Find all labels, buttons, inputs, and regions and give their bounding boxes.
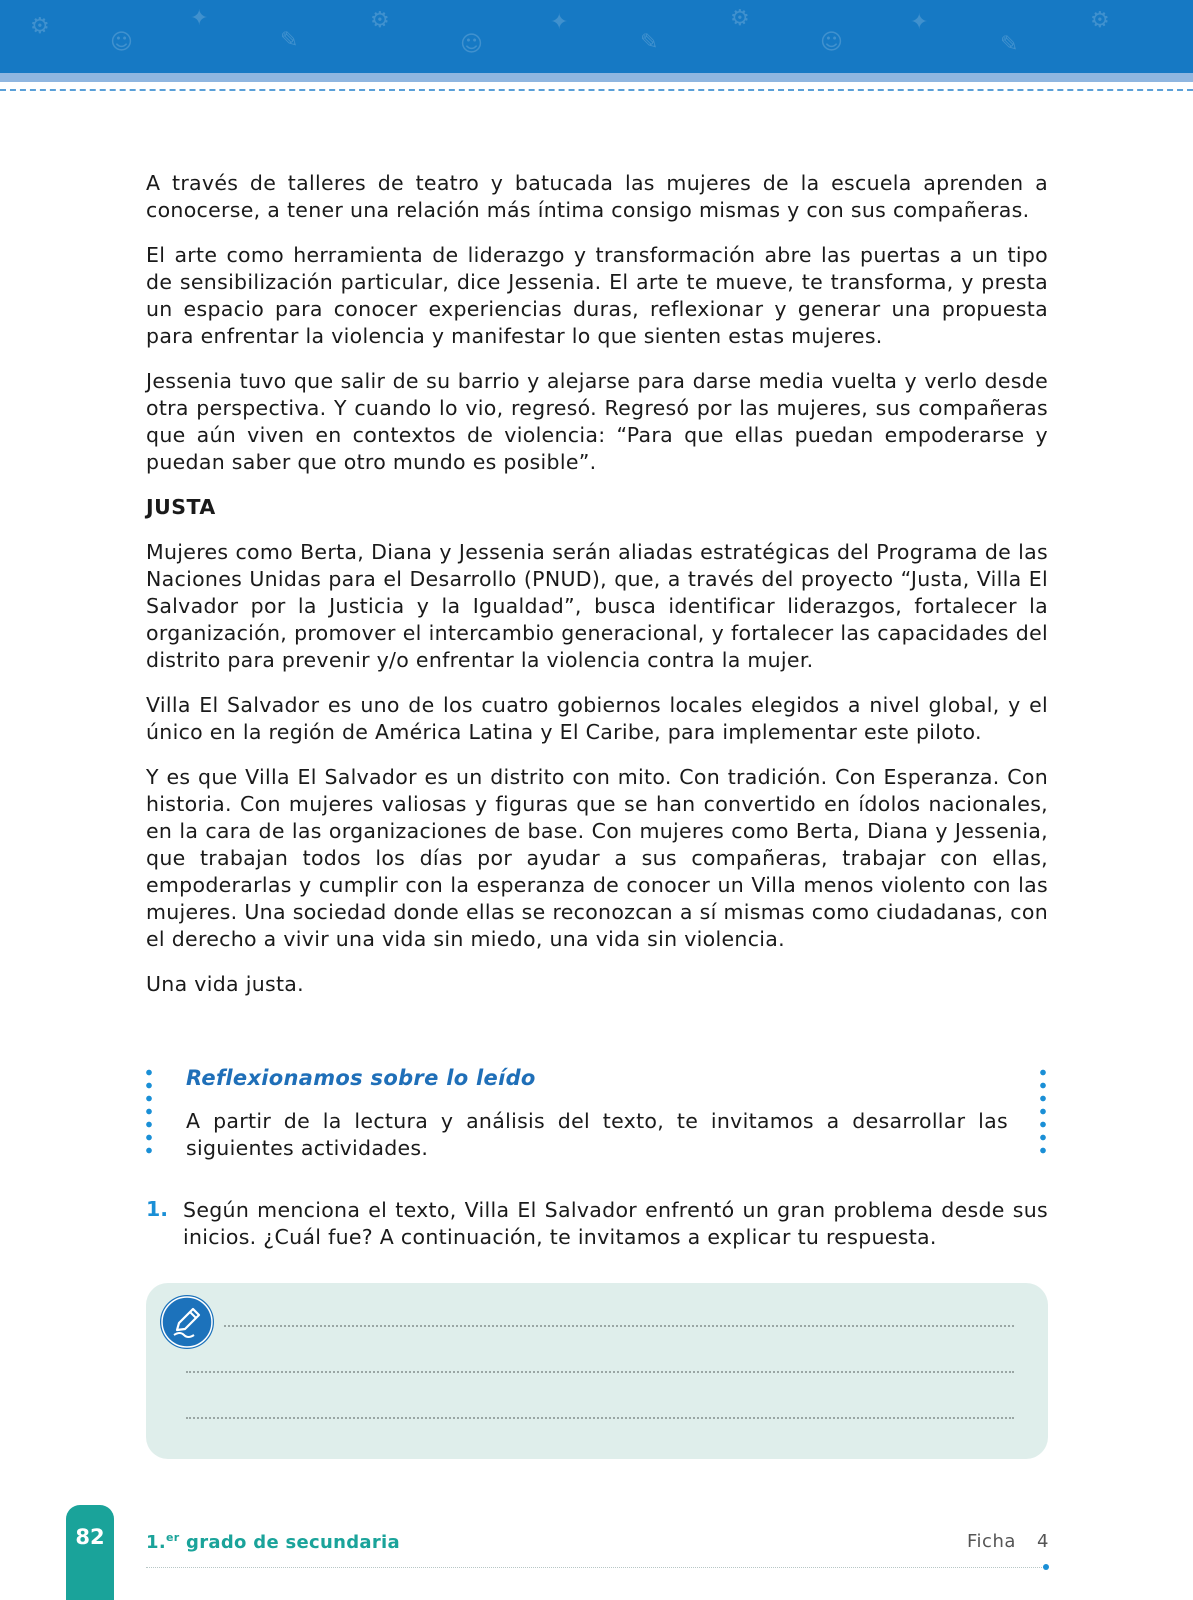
header-dashed-divider [0,89,1193,91]
paragraph: Mujeres como Berta, Diana y Jessenia serán aliadas estratégicas del Programa de las Naciones Unidas para el Desarrollo (PNUD), que, a través del proyecto “Justa, Villa El Salvador por la Justicia y la Igualdad”, busca identificar liderazgos, fortalecer la organización, promover el intercambio generacional, y fortalecer las capacidades del distrito para prevenir y/o enfrentar la violencia contra la mujer. [146,540,1048,672]
star-doodle-icon: ✦ [910,10,929,35]
paragraph: A través de talleres de teatro y batucada las mujeres de la escuela aprenden a conocerse, a tener una relación más íntima consigo mismas y con sus compañeras. [146,171,1048,222]
answer-line[interactable] [186,1417,1014,1419]
footer-dot [1043,1564,1049,1570]
answer-line[interactable] [186,1371,1014,1373]
page-number: 82 [75,1525,105,1549]
gear-doodle-icon: ⚙ [30,14,50,39]
answer-line[interactable] [224,1325,1014,1327]
smiley-doodle-icon: ☺ [460,32,483,57]
pencil-doodle-icon: ✎ [640,30,659,55]
ficha-number: 4 [1037,1531,1049,1552]
section-heading: JUSTA [146,495,216,519]
page-number-tab [66,1505,114,1600]
grade-label [146,1531,400,1553]
header-banner [0,0,1193,73]
question-text: Según menciona el texto, Villa El Salvador enfrentó un gran problema desde sus inicios. ¿Cuál fue? A continuación, te invitamos a explicar tu respuesta. [183,1198,1048,1249]
paragraph: Y es que Villa El Salvador es un distrito con mito. Con tradición. Con Esperanza. Con historia. Con mujeres valiosas y figuras que se han convertido en ídolos nacionales, en la cara de las organizaciones de base. Con mujeres como Berta, Diana y Jessenia, que trabajan todos los días por ayudar a sus compañeras, trabajar con ellas, empoderarlas y cumplir con la esperanza de conocer un Villa menos violento con las mujeres. Una sociedad donde ellas se reconozcan a sí mismas como ciudadanas, con el derecho a vivir una vida sin miedo, una vida sin violencia. [146,765,1048,951]
article-body [146,170,1048,1016]
smiley-doodle-icon: ☺ [110,30,133,55]
paragraph: Jessenia tuvo que salir de su barrio y alejarse para darse media vuelta y verlo desde otra perspectiva. Y cuando lo vio, regresó. Regresó por las mujeres, sus compañeras que aún viven en contextos de violencia: “Para que ellas puedan empoderarse y puedan saber que otro mundo es posible”. [146,369,1048,474]
grade-prefix: 1. [146,1532,166,1553]
answer-area[interactable] [146,1283,1048,1459]
pencil-doodle-icon: ✎ [280,28,299,53]
footer-divider [146,1567,1046,1568]
gear-doodle-icon: ⚙ [730,6,750,31]
grade-rest: grado de secundaria [179,1532,400,1553]
gear-doodle-icon: ⚙ [370,8,390,33]
gear-doodle-icon: ⚙ [1090,8,1110,33]
pencil-icon [160,1295,214,1349]
pencil-doodle-icon: ✎ [1000,32,1019,57]
paragraph: El arte como herramienta de liderazgo y transformación abre las puertas a un tipo de sensibilización particular, dice Jessenia. El arte te mueve, te transforma, y presta un espacio para conocer experiencias duras, reflexionar y generar una propuesta para enfrentar la violencia y manifestar lo que sienten estas mujeres. [146,243,1048,348]
dotted-border-right [1040,1066,1046,1158]
paragraph: Villa El Salvador es uno de los cuatro gobiernos locales elegidos a nivel global, y el único en la región de América Latina y El Caribe, para implementar este piloto. [146,693,1048,744]
reflection-text: A partir de la lectura y análisis del texto, te invitamos a desarrollar las siguientes actividades. [186,1109,1008,1160]
dotted-border-left [146,1066,152,1158]
reflection-title: Reflexionamos sobre lo leído [186,1066,536,1090]
paragraph: Una vida justa. [146,972,304,996]
grade-superscript: er [165,1531,180,1544]
reflection-box [146,1062,1048,1160]
ficha-label: Ficha [967,1531,1016,1552]
star-doodle-icon: ✦ [190,6,209,31]
question-number: 1. [146,1197,169,1221]
star-doodle-icon: ✦ [550,10,569,35]
header-strip [0,73,1193,82]
smiley-doodle-icon: ☺ [820,30,843,55]
